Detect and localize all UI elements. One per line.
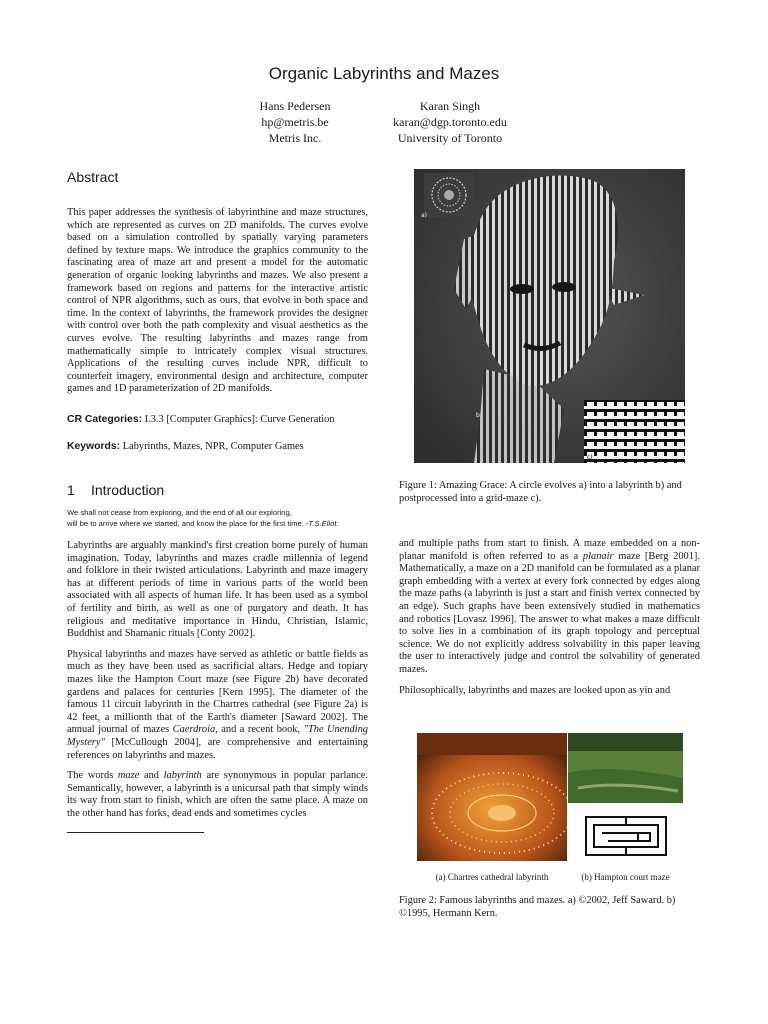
intro-title: Introduction: [91, 482, 165, 498]
figure-2-caption-line-1: Figure 2: Famous labyrinths and mazes. a) ©2002, Jeff Saward. b): [399, 895, 676, 906]
author-1-affiliation: Metris Inc.: [268, 131, 322, 145]
author-2-email: karan@dgp.toronto.edu: [393, 115, 507, 129]
author-2-affiliation: University of Toronto: [397, 131, 503, 145]
fig1-label-c: c): [587, 454, 593, 461]
keywords: [67, 440, 377, 453]
abstract-heading: Abstract: [67, 169, 119, 185]
intro-paragraph-3: The words maze and labyrinth are synonymous in popular parlance. Semantically, however, a labyrinth is a unicursal path that simply winds its way from start to finish, which are often the same place. A maze on the other hand has forks, dead ends and sometimes cycles: [67, 770, 368, 819]
fig1-label-b: b): [476, 412, 483, 419]
keywords-value: Labyrinths, Mazes, NPR, Computer Games: [122, 441, 304, 452]
abstract-text: This paper addresses the synthesis of labyrinthine and maze structures, which are represented as curves on 2D manifolds. The curves evolve based on a simulation controlled by spatially varying parameters defined by texture maps. We introduce the graphics community to the fascinating area of maze art and present a model for the automatic generation of organic looking labyrinths and mazes. We also present a framework based on regions and patterns for the interactive artistic control of NPR algorithms, such as ours, that evolve in both space and time. In the context of labyrinths, the framework provides the designer with control over both the path complexity and visual aesthetics as the curves evolve. The resulting labyrinths and mazes range from mathematically simple to intricately complex visual structures. Applications of the resulting curves include NPR, difficult to counterfeit imagery, environmental design and architecture, computer games and 1D parameterization of 2D manifolds.: [67, 207, 368, 395]
author-1-email: hp@metris.be: [261, 115, 329, 129]
right-paragraph-2: Philosophically, labyrinths and mazes are looked upon as yin and: [399, 684, 671, 696]
epigraph-line-1: We shall not cease from exploring, and the end of all our exploring,: [67, 508, 292, 517]
author-1: [205, 98, 385, 146]
right-paragraph-1: and multiple paths from start to finish. A maze embedded on a non-planar manifold is often referred to as a planair maze [Berg 2001]. Mathematically, a maze on a 2D manifold can be formulated as a planar graph embedding with a vertex at every fork connected by edges along the maze paths (a labyrinth is just a start and finish vertex connected by an edge). Such graphs have been extensively studied in mathematics and robotics [Lovasz 1996]. The answer to what makes a maze difficult to solve lies in a combination of its graph topology and perceptual science. We do not explicitly address solvability in this paper leaving the user to interactively judge and control the solvability of generated mazes.: [399, 538, 700, 675]
cr-categories: [67, 413, 377, 426]
epigraph-author: -T.S.Eliot.: [305, 519, 339, 528]
intro-heading: [67, 482, 164, 498]
figure-1-svg: [414, 169, 685, 463]
figure-2a-chartres-image: [417, 733, 567, 861]
author-1-name: Hans Pedersen: [259, 99, 331, 113]
paper-title: Organic Labyrinths and Mazes: [268, 64, 500, 83]
right-column-body: [399, 538, 700, 705]
cr-categories-label: CR Categories:: [67, 414, 143, 425]
epigraph: [67, 507, 377, 529]
author-2: [360, 98, 540, 146]
intro-paragraph-2: Physical labyrinths and mazes have served as athletic or battle fields as much as they have been used as sacrificial altars. Hedge and topiary mazes like the Hampton Court maze (see Figure 2b) have decorated gardens and palaces for centuries [Kern 1995]. The diameter of the famous 11 circuit labyrinth in the Chartres cathedral (see Figure 2a) is 42 feet, a millionth that of the Earth's diameter [Saward 2002]. The annual journal of mazes Caerdroia, and a recent book, "The Unending Mystery" [McCullough 2004], are comprehensive and entertaining references on labyrinths and mazes.: [67, 648, 368, 761]
figure-2-caption-line-2: ©1995, Hermann Kern.: [399, 908, 498, 919]
author-2-name: Karan Singh: [419, 99, 481, 113]
intro-number: 1: [67, 482, 75, 498]
figure-2-caption: [399, 894, 701, 920]
footnote-rule: [67, 832, 204, 833]
figure-1-caption: Figure 1: Amazing Grace: A circle evolves a) into a labyrinth b) and postprocessed into a grid-maze c).: [399, 480, 682, 504]
inset-c-grid-maze: [584, 400, 685, 463]
epigraph-line-2: will be to arrive where we started, and know the place for the first time. -T.S.Eliot.: [67, 519, 339, 528]
figure-1-image: [414, 169, 685, 463]
figure-2b-hampton-image: [568, 733, 683, 861]
keywords-label: Keywords:: [67, 441, 121, 452]
cr-categories-value: I.3.3 [Computer Graphics]: Curve Generation: [144, 414, 335, 425]
figure-2b-subcaption: (b) Hampton court maze: [581, 872, 670, 882]
figure-2a-subcaption: (a) Chartres cathedral labyrinth: [435, 872, 549, 882]
intro-body: [67, 540, 368, 828]
fig1-label-a: a): [421, 212, 428, 219]
intro-paragraph-1: Labyrinths are arguably mankind's first creation borne purely of human imagination. Today, labyrinths and mazes cradle millennia of legend and folklore in their twisted articulations. Labyrinth and maze imagery has at different periods of time in various parts of the world been associated with all aspects of human life. It has been used as a symbol of fertility and birth, as well as one of purgatory and death. It has religious and meditative importance in Hindu, Christian, Islamic, Buddhist and Shamanic rituals [Conty 2002].: [67, 540, 368, 640]
